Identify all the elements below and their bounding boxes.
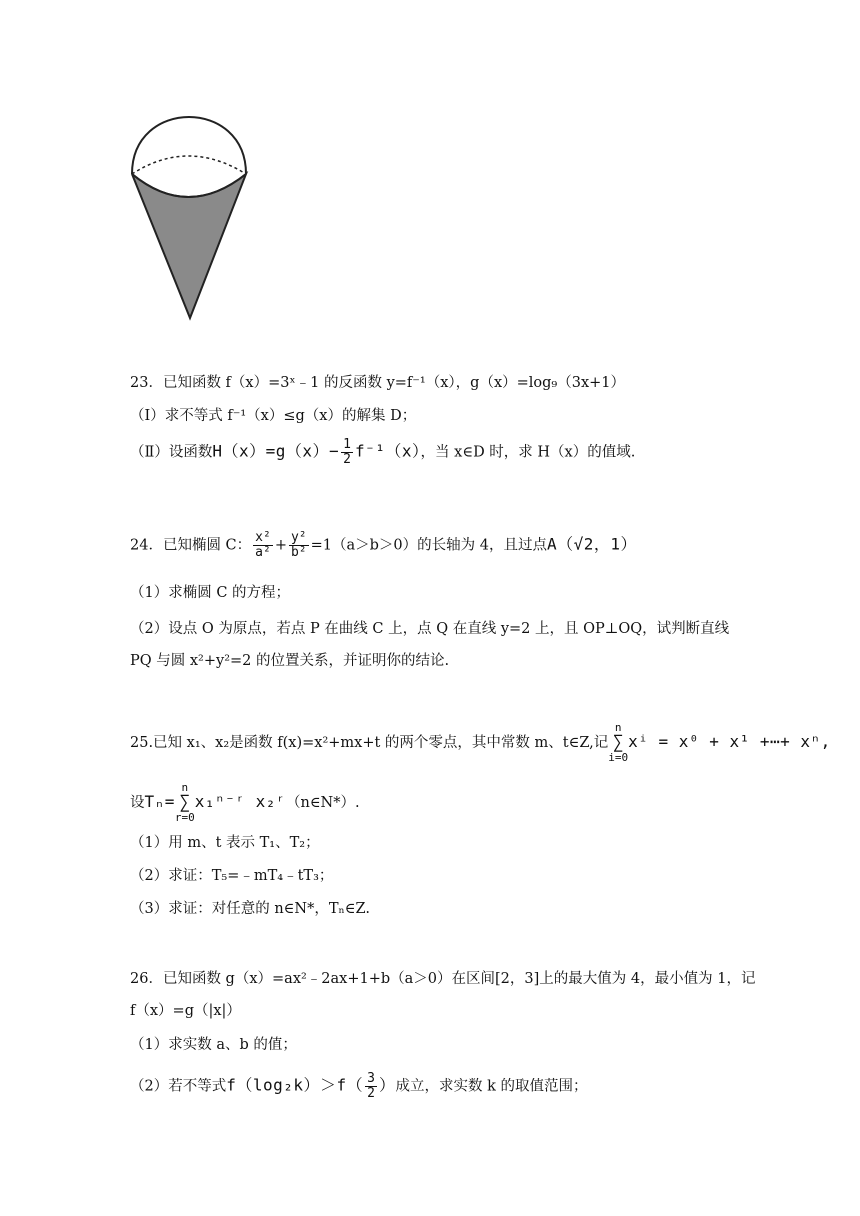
p24-intro: 24．已知椭圆 C： $\frac{\text{x²}}{\text{a²}}$ + $\frac{\text{y²}}{\text{b²}}$ =1（a＞b＞0）的长轴为 4，且过点A（√2，1）: [130, 530, 638, 560]
p23-intro: 23．已知函数 f（x）=3ˣ﹣1 的反函数 y=f⁻¹（x），g（x）=log₉（3x+1）: [130, 375, 626, 391]
p26-part1: （1）求实数 a、b 的值；: [130, 1037, 297, 1053]
p24-part1: （1）求椭圆 C 的方程；: [130, 585, 291, 601]
p25-part1: （1）用 m、t 表示 T₁、T₂；: [130, 835, 320, 851]
p23-part2: （Ⅱ）设函数H（x）=g（x）− $\frac{1}{2}$ f⁻¹（x），当 x∈D 时，求 H（x）的值域.: [130, 437, 636, 467]
p24-part2b: PQ 与圆 x²+y²=2 的位置关系，并证明你的结论.: [130, 653, 450, 669]
p25-line1: 25.已知 x₁、x₂是函数 f(x)=x²+mx+t 的两个零点，其中常数 m、t∈Z,记 n ∑ i=0 xⁱ = x⁰ + x¹ +⋯+ xⁿ,: [130, 721, 831, 764]
p26-part2: （2）若不等式f（log₂k）＞f（ $\frac{3}{2}$ ）成立，求实数 k 的取值范围；: [130, 1071, 588, 1101]
p25-line2: 设Tₙ= n ∑ r=0 x₁ⁿ⁻ʳ x₂ʳ（n∈N*）.: [130, 781, 360, 824]
p23-part1: （Ⅰ）求不等式 f⁻¹（x）≤g（x）的解集 D；: [130, 408, 417, 424]
p25-part3: （3）求证：对任意的 n∈N*，Tₙ∈Z.: [130, 901, 370, 917]
cone-hemisphere-figure: [126, 112, 254, 322]
p24-part2a: （2）设点 O 为原点，若点 P 在曲线 C 上，点 Q 在直线 y=2 上，且 OP⊥OQ，试判断直线: [130, 621, 730, 637]
p26-line2: f（x）=g（|x|）: [130, 1003, 241, 1019]
p26-line1: 26．已知函数 g（x）=ax²﹣2ax+1+b（a＞0）在区间[2，3]上的最大值为 4，最小值为 1，记: [130, 971, 756, 987]
p25-part2: （2）求证：T₅=﹣mT₄﹣tT₃；: [130, 868, 334, 884]
